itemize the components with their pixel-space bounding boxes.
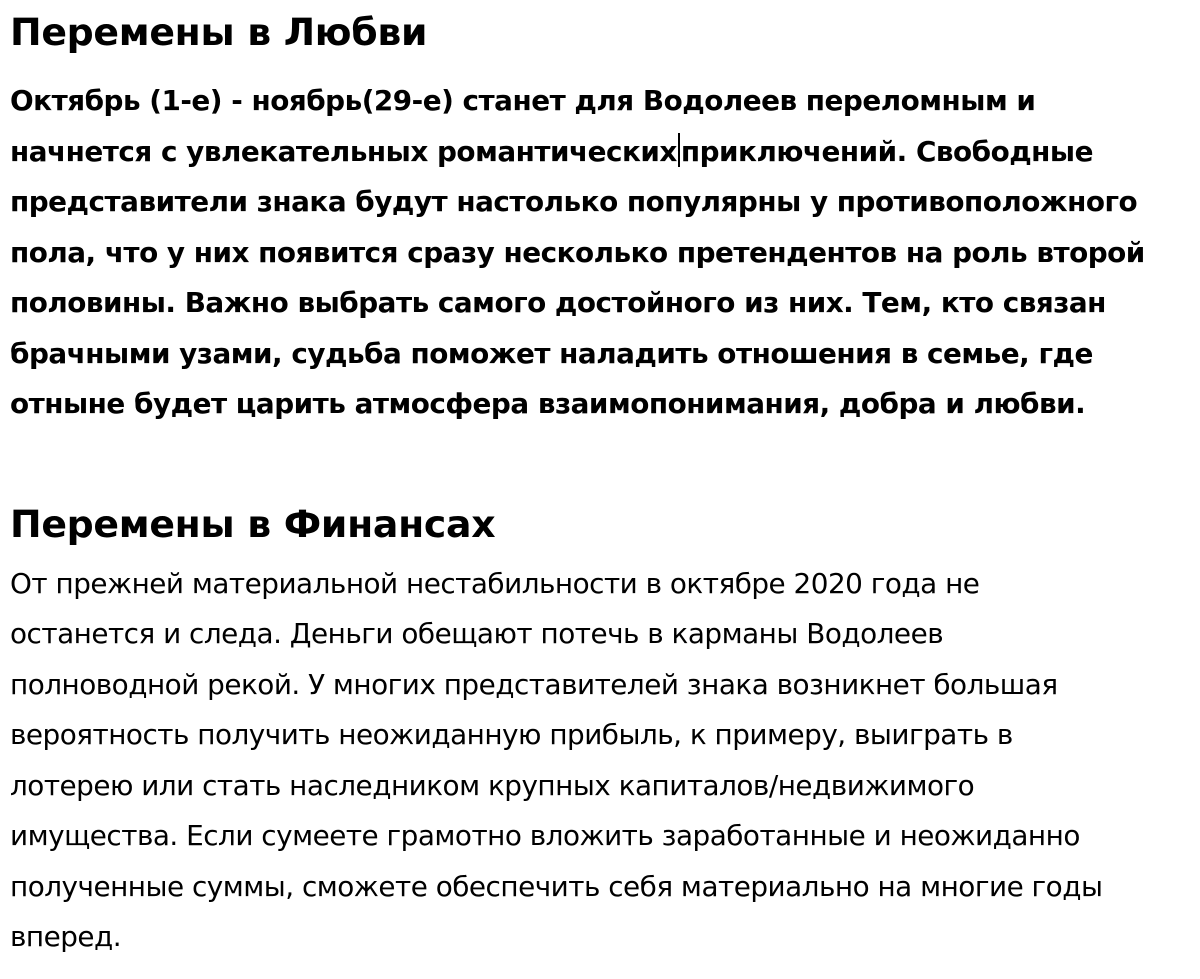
text-line: полноводной рекой. У многих представителей знака возникнет большая <box>10 667 1058 701</box>
text-line: останется и следа. Деньги обещают потечь в карманы Водолеев <box>10 617 944 650</box>
text-line: пола, что у них появится сразу несколько претендентов на роль второй <box>10 235 1145 269</box>
text-line: представители знака будут настолько популярны у противоположного <box>10 185 1138 218</box>
text-fragment: начнется с увлекательных романтических <box>10 134 677 168</box>
text-cursor <box>678 133 680 167</box>
text-line: имущества. Если сумеете грамотно вложить заработанные и неожиданно <box>10 819 1080 852</box>
text-line <box>10 127 1198 178</box>
section-body-love <box>10 76 1198 430</box>
section-heading-love: Перемены в Любви <box>10 10 428 54</box>
text-line: вперед. <box>10 920 122 953</box>
text-line: отныне будет царить атмосфера взаимопонимания, добра и любви. <box>10 387 1086 420</box>
text-line: брачными узами, судьба поможет наладить отношения в семье, где <box>10 336 1093 370</box>
text-line: Октябрь (1-е) - ноябрь(29-е) станет для Водолеев переломным и <box>10 84 1036 117</box>
section-heading-finance: Перемены в Финансах <box>10 501 496 546</box>
text-line: лотерею или стать наследником крупных капиталов/недвижимого <box>10 768 975 802</box>
text-line: От прежней материальной нестабильности в октябре 2020 года не <box>10 566 980 600</box>
text-line: половины. Важно выбрать самого достойного из них. Тем, кто связан <box>10 286 1106 319</box>
text-fragment: приключений. Свободные <box>680 134 1093 168</box>
article <box>10 0 1198 963</box>
text-line: полученные суммы, сможете обеспечить себя материально на многие годы <box>10 869 1103 903</box>
text-line: вероятность получить неожиданную прибыль, к примеру, выиграть в <box>10 718 1013 751</box>
section-body-finance <box>10 559 1198 963</box>
